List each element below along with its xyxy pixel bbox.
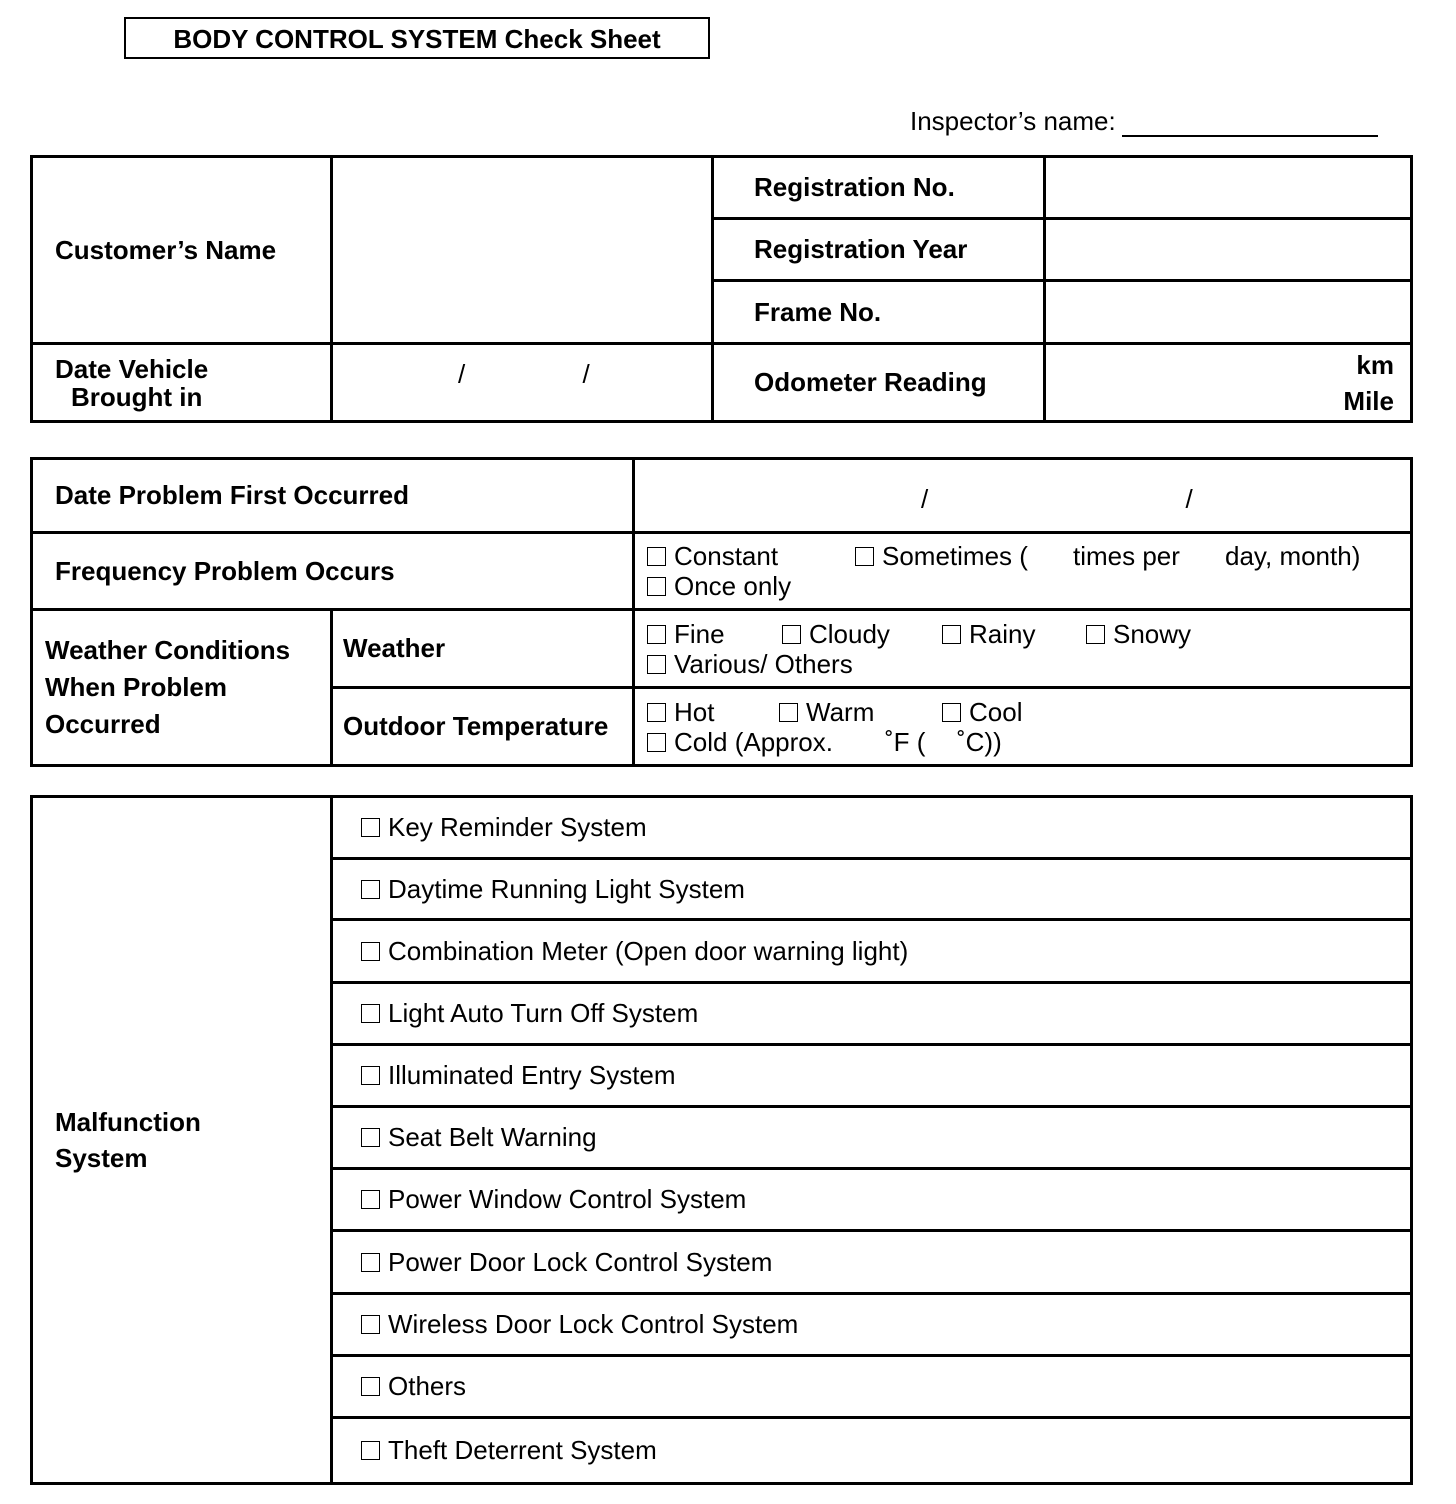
odometer-label: Odometer Reading [713, 344, 1045, 422]
date-first-occurred-input[interactable] [634, 459, 1412, 533]
customer-info-table [30, 155, 1413, 423]
checkbox-icon[interactable] [361, 1190, 380, 1209]
problem-conditions-table [30, 457, 1413, 767]
checkbox-icon[interactable] [647, 703, 666, 722]
odometer-input[interactable] [1045, 344, 1412, 422]
weather-options [634, 610, 1412, 688]
temp-warm-option[interactable]: Warm [779, 697, 942, 727]
temp-fahrenheit-text: ˚F ( [885, 726, 926, 757]
outdoor-temperature-label: Outdoor Temperature [332, 688, 634, 766]
checkbox-icon[interactable] [361, 1441, 380, 1460]
weather-cloudy-option[interactable]: Cloudy [782, 619, 942, 649]
frame-no-label: Frame No. [713, 281, 1045, 344]
registration-year-input[interactable] [1045, 219, 1412, 281]
date-brought-in-input[interactable] [332, 344, 713, 422]
system-option-label: Light Auto Turn Off System [388, 998, 699, 1028]
malfunction-label-line1: Malfunction [55, 1107, 201, 1137]
freq-sometimes-option[interactable]: Sometimes ( [855, 541, 1073, 571]
system-option[interactable] [332, 859, 1412, 920]
weather-conditions-label [32, 610, 332, 766]
checkbox-icon[interactable] [361, 880, 380, 899]
page-title: BODY CONTROL SYSTEM Check Sheet [124, 17, 710, 59]
weather-conditions-line1: Weather Conditions [45, 635, 291, 665]
system-option-label: Power Door Lock Control System [388, 1246, 773, 1277]
system-option[interactable] [332, 920, 1412, 983]
malfunction-label-line2: System [55, 1143, 148, 1173]
system-option[interactable] [332, 1169, 1412, 1231]
system-option-label: Seat Belt Warning [388, 1122, 597, 1152]
system-option[interactable] [332, 983, 1412, 1045]
checkbox-icon[interactable] [361, 818, 380, 837]
inspector-name-field[interactable] [910, 106, 1378, 137]
date-brought-in-line2: Brought in [71, 381, 203, 412]
odometer-unit-km: km [1356, 349, 1394, 380]
date-slash-1: / [458, 359, 466, 389]
system-option-label: Illuminated Entry System [388, 1060, 676, 1090]
system-option-label: Daytime Running Light System [388, 873, 745, 904]
system-option[interactable] [332, 1294, 1412, 1356]
registration-no-input[interactable] [1045, 157, 1412, 219]
checkbox-icon[interactable] [647, 733, 666, 752]
checkbox-icon[interactable] [361, 942, 380, 961]
frequency-label: Frequency Problem Occurs [32, 533, 634, 610]
inspector-name-line[interactable] [1122, 109, 1378, 137]
temp-cold-option[interactable]: Cold (Approx. [647, 727, 885, 757]
temp-cool-option[interactable]: Cool [942, 697, 1022, 727]
checkbox-icon[interactable] [361, 1066, 380, 1085]
freq-constant-option[interactable]: Constant [647, 541, 855, 571]
customer-name-input[interactable] [332, 157, 713, 344]
checkbox-icon[interactable] [855, 547, 874, 566]
temperature-options [634, 688, 1412, 766]
checkbox-icon[interactable] [647, 655, 666, 674]
weather-fine-option[interactable]: Fine [647, 619, 782, 649]
weather-various-option[interactable]: Various/ Others [647, 649, 1410, 679]
frame-no-input[interactable] [1045, 281, 1412, 344]
registration-year-label: Registration Year [713, 219, 1045, 281]
freq-once-option[interactable]: Once only [647, 571, 1410, 601]
checkbox-icon[interactable] [647, 547, 666, 566]
temp-celsius-text: ˚C)) [957, 726, 1002, 757]
date-brought-in-label [32, 344, 332, 422]
system-option-label: Others [388, 1371, 467, 1401]
checkbox-icon[interactable] [942, 625, 961, 644]
system-option-label: Theft Deterrent System [388, 1435, 657, 1465]
checkbox-icon[interactable] [779, 703, 798, 722]
problem-date-slash-1: / [921, 484, 929, 514]
weather-conditions-line2: When Problem [45, 672, 228, 702]
date-first-occurred-label: Date Problem First Occurred [32, 459, 634, 533]
registration-no-label: Registration No. [713, 157, 1045, 219]
freq-times-per-text: times per [1073, 541, 1180, 571]
weather-conditions-line3: Occurred [45, 709, 161, 739]
weather-rainy-option[interactable]: Rainy [942, 619, 1086, 649]
checkbox-icon[interactable] [782, 625, 801, 644]
odometer-unit-mile: Mile [1343, 385, 1394, 416]
system-option-label: Power Window Control System [388, 1184, 747, 1214]
system-option[interactable] [332, 1418, 1412, 1484]
inspector-name-label: Inspector’s name: [910, 106, 1116, 136]
system-option[interactable] [332, 1107, 1412, 1169]
system-option-label: Combination Meter (Open door warning light) [388, 935, 909, 966]
checkbox-icon[interactable] [361, 1377, 380, 1396]
checkbox-icon[interactable] [942, 703, 961, 722]
system-option[interactable] [332, 797, 1412, 859]
system-option[interactable] [332, 1045, 1412, 1107]
checkbox-icon[interactable] [361, 1128, 380, 1147]
checkbox-icon[interactable] [647, 625, 666, 644]
date-brought-in-line1: Date Vehicle [55, 353, 209, 384]
system-option-label: Key Reminder System [388, 812, 647, 842]
checkbox-icon[interactable] [361, 1004, 380, 1023]
frequency-options [634, 533, 1412, 610]
weather-label: Weather [332, 610, 634, 688]
malfunction-system-label [32, 797, 332, 1484]
temp-hot-option[interactable]: Hot [647, 697, 779, 727]
checkbox-icon[interactable] [361, 1315, 380, 1334]
system-option[interactable] [332, 1231, 1412, 1294]
malfunction-system-table [30, 795, 1413, 1485]
weather-snowy-option[interactable]: Snowy [1086, 619, 1191, 649]
system-option[interactable] [332, 1356, 1412, 1418]
freq-day-month-text: day, month) [1225, 541, 1361, 571]
customer-name-label: Customer’s Name [32, 157, 332, 344]
date-slash-2: / [582, 359, 590, 389]
system-option-label: Wireless Door Lock Control System [388, 1309, 799, 1339]
checkbox-icon[interactable] [361, 1253, 380, 1272]
checkbox-icon[interactable] [647, 577, 666, 596]
checkbox-icon[interactable] [1086, 625, 1105, 644]
problem-date-slash-2: / [1185, 484, 1193, 514]
